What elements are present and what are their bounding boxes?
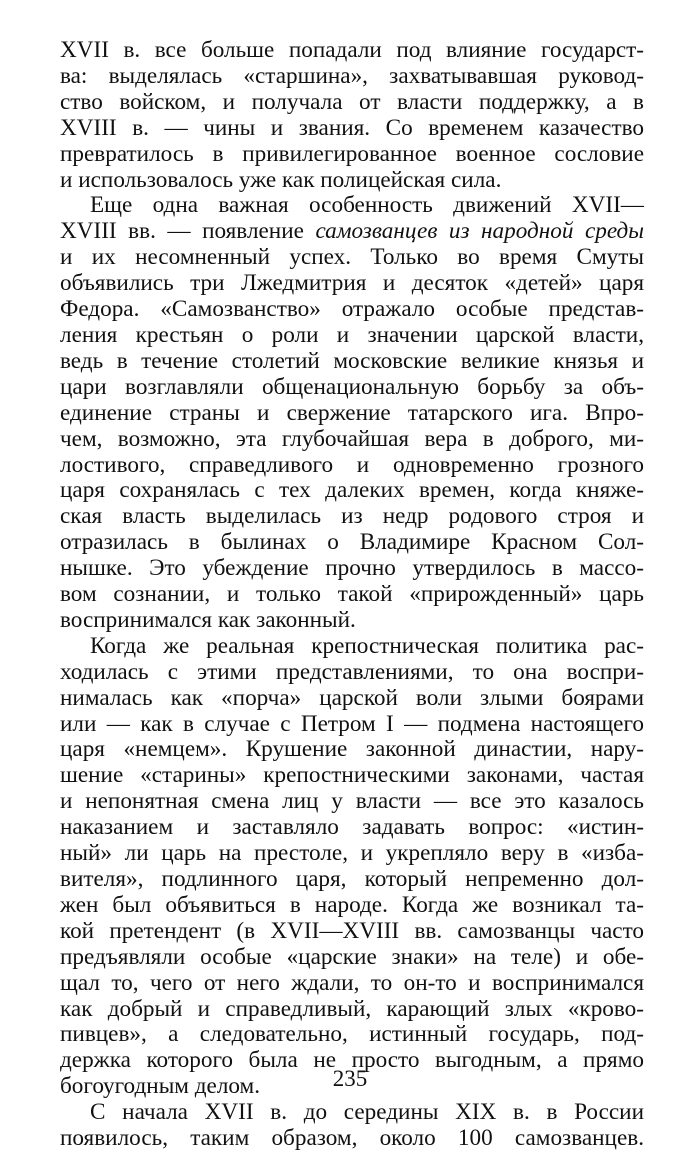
text-line: появилось, таким образом, около 100 самозванцев. [60,1125,644,1152]
text-line: цари возглавляли общенациональную борьбу за объ- [60,373,644,400]
text-line-with-emphasis [60,219,644,245]
body-text [60,38,644,1152]
text-line: С начала XVII в. до середины XIX в. в России [90,1099,644,1126]
text-segment: XVIII вв. — появление [60,218,316,245]
text-line: отразилась в былинах о Владимире Красном Сол- [60,529,644,556]
paragraph-1 [60,38,644,193]
text-line: царя «немцем». Крушение законной династии, нару- [60,736,644,763]
text-line: или — как в случае с Петром I — подмена настоящего [60,710,644,737]
text-line: ведь в течение столетий московские великие князья и [60,347,644,374]
text-line: предъявляли особые «царские знаки» на теле) и обе- [60,943,644,970]
text-line: ходилась с этими представлениями, то она воспри- [60,658,644,685]
text-line: Еще одна важная особенность движений XVII— [90,192,644,219]
paragraph-2 [60,193,644,633]
text-line: превратилось в привилегированное военное сословие [60,140,644,167]
text-line: воспринимался как законный. [60,606,356,633]
text-line: как добрый и справедливый, карающий злых «крово- [60,995,644,1022]
text-line: и использовалось уже как полицейская сила. [60,166,502,193]
text-line: объявились три Лжедмитрия и десяток «детей» царя [60,270,644,297]
text-line: ва: выделялась «старшина», захватывавшая руковод- [60,62,644,89]
paragraph-3 [60,634,644,1100]
text-line: жен был объявиться в народе. Когда же возникал та- [60,891,644,918]
text-line: богоугодным делом. [60,1073,261,1100]
text-line: и их несомненный успех. Только во время Смуты [60,244,644,271]
paragraph-4 [60,1100,644,1152]
text-line: ления крестьян о роли и значении царской власти, [60,321,644,348]
page-number: 235 [332,1066,368,1091]
text-line: Когда же реальная крепостническая политика рас- [90,632,644,659]
text-line: ская власть выделилась из недр родового строя и [60,503,644,530]
emphasis-text: самозванцев из народной среды [315,218,644,245]
text-line: ный» ли царь на престоле, и укрепляло веру в «изба- [60,840,644,867]
text-line: нималась как «порча» царской воли злыми боярами [60,684,644,711]
text-line: вителя», подлинного царя, который непременно дол- [60,866,644,892]
text-line: пивцев», а следовательно, истинный государь, под- [60,1021,644,1048]
text-line: вом сознании, и только такой «прирожденный» царь [60,581,644,608]
text-line: кой претендент (в XVII—XVIII вв. самозванцы часто [60,917,644,944]
text-line: щал то, чего от него ждали, то он-то и воспринимался [60,969,644,996]
text-line: Федора. «Самозванство» отражало особые представ- [60,296,644,323]
text-line: и непонятная смена лиц у власти — все это казалось [60,788,644,815]
text-line: единение страны и свержение татарского ига. Впро- [60,399,644,426]
text-line: XVII в. все больше попадали под влияние государст- [60,37,644,63]
text-line: чем, возможно, эта глубочайшая вера в доброго, ми- [60,425,644,452]
text-line: XVIII в. — чины и звания. Со временем казачество [60,114,644,141]
text-line: шение «старины» крепостническими законами, частая [60,762,644,789]
text-line: наказанием и заставляло задавать вопрос: «истин- [60,814,644,841]
text-line: лостивого, справедливого и одновременно грозного [60,451,644,478]
text-line: держка которого была не просто выгодным, а прямо [60,1047,644,1074]
text-line: нышке. Это убеждение прочно утвердилось в массо- [60,555,644,582]
text-line: ство войском, и получала от власти поддержку, а в [60,88,644,115]
text-line: царя сохранялась с тех далеких времен, когда княже- [60,477,644,504]
